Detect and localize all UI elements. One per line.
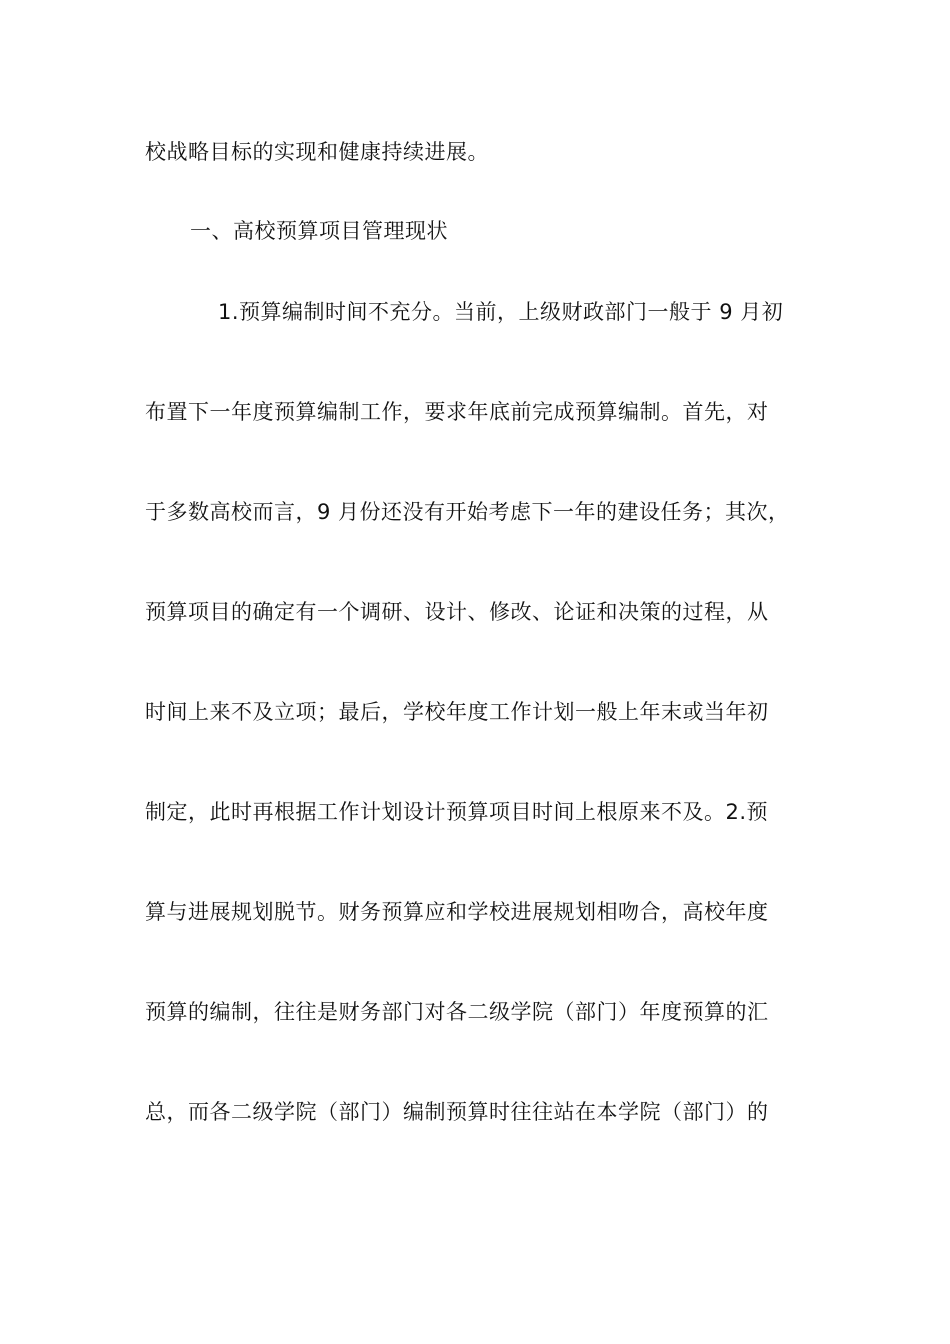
paragraph-line: 校战略目标的实现和健康持续进展。: [145, 140, 489, 164]
paragraph-line: 于多数高校而言，9 月份还没有开始考虑下一年的建设任务；其次，: [145, 500, 790, 524]
paragraph-line: 预算项目的确定有一个调研、设计、修改、论证和决策的过程，从: [145, 600, 769, 624]
paragraph-line: 时间上来不及立项；最后，学校年度工作计划一般上年末或当年初: [145, 700, 769, 724]
paragraph-line: 算与进展规划脱节。财务预算应和学校进展规划相吻合，高校年度: [145, 900, 769, 924]
paragraph-line: 总，而各二级学院（部门）编制预算时往往站在本学院（部门）的: [145, 1100, 769, 1124]
paragraph-line: 预算的编制，往往是财务部门对各二级学院（部门）年度预算的汇: [145, 1000, 769, 1024]
paragraph-line: 制定，此时再根据工作计划设计预算项目时间上根原来不及。2.预: [145, 800, 769, 824]
paragraph-line: 1.预算编制时间不充分。当前，上级财政部门一般于 9 月初: [218, 300, 784, 324]
section-heading: 一、高校预算项目管理现状: [190, 219, 448, 243]
paragraph-line: 布置下一年度预算编制工作，要求年底前完成预算编制。首先，对: [145, 400, 769, 424]
